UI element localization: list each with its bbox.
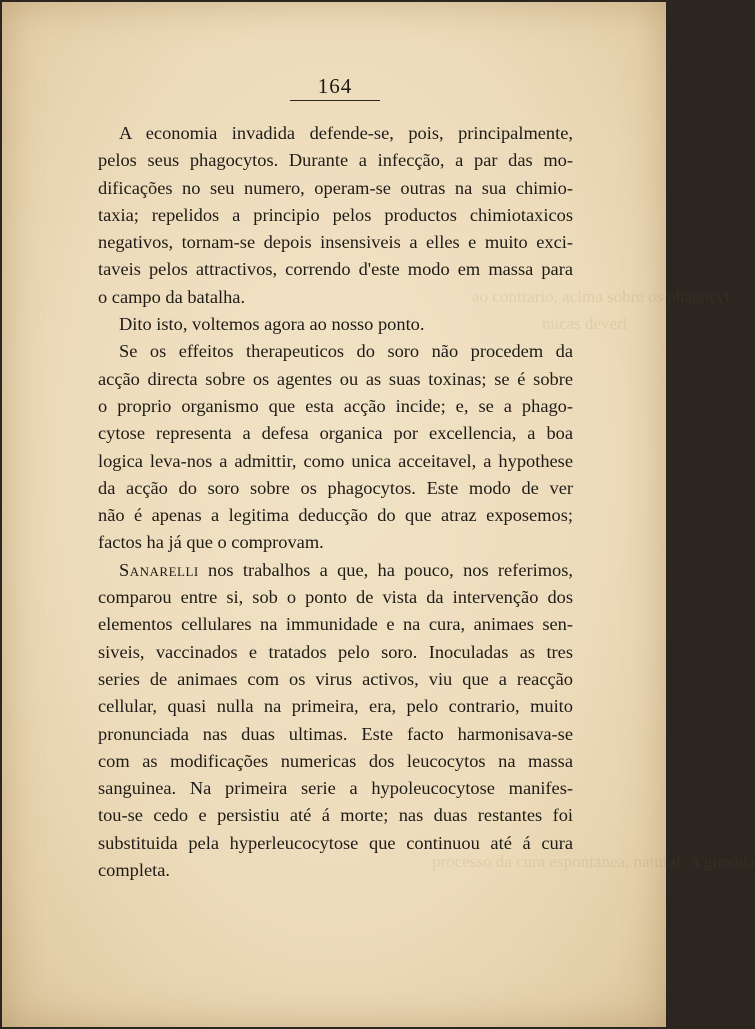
text-line: tou-se cedo e persistiu até á morte; nas duas restantes foi — [98, 805, 573, 826]
paragraph — [98, 338, 573, 556]
text-line: siveis, vaccinados e tratados pelo soro. Inoculadas as tres — [98, 641, 573, 662]
text-line: elementos cellulares na immunidade e na cura, animaes sen- — [98, 614, 573, 635]
paragraph — [98, 120, 573, 311]
text-line: factos ha já que o comprovam. — [98, 532, 324, 553]
text-line: da acção do soro sobre os phagocytos. Este modo de ver — [98, 477, 573, 498]
text-line: cytose representa a defesa organica por excellencia, a boa — [98, 423, 573, 444]
text-fragment: nos trabalhos a que, ha pouco, nos referimos, — [198, 559, 573, 580]
text-line: completa. — [98, 860, 171, 881]
text-line: pronunciada nas duas ultimas. Este facto harmonisava-se — [98, 723, 573, 744]
text-line: negativos, tornam-se depois insensiveis a elles e muito exci- — [98, 232, 573, 253]
header-rule — [290, 100, 380, 101]
text-line: sanguinea. Na primeira serie a hypoleucocytose manifes- — [98, 778, 573, 799]
text-line: pelos seus phagocytos. Durante a infecção, a par das mo- — [98, 150, 573, 171]
bleed-through-text: processo da cura espontanea, natural. A gravida — [432, 852, 755, 871]
text-line: acção directa sobre os agentes ou as suas toxinas; se é sobre — [98, 368, 573, 389]
text-line: series de animaes com os virus activos, viu que a reacção — [98, 668, 573, 689]
author-name: Sanarelli — [119, 559, 199, 580]
paragraph — [98, 311, 573, 338]
text-line: com as modificações numericas dos leucocytos na massa — [98, 750, 573, 771]
paragraph — [98, 557, 573, 885]
text-line: substituida pela hyperleucocytose que continuou até á cura — [98, 832, 573, 853]
text-line: Se os effeitos therapeuticos do soro não procedem da — [119, 341, 573, 362]
text-line: logica leva-nos a admittir, como unica acceitavel, a hypothese — [98, 450, 573, 471]
text-line: dificações no seu numero, operam-se outras na sua chimio- — [98, 177, 573, 198]
text-line — [98, 557, 573, 584]
page-number: 164 — [317, 74, 353, 98]
text-line: taveis pelos attractivos, correndo d'este modo em massa para — [98, 259, 573, 280]
text-line: taxia; repelidos a principio pelos productos chimiotaxicos — [98, 204, 573, 225]
text-line: A economia invadida defende-se, pois, principalmente, — [119, 123, 573, 143]
book-page — [2, 2, 755, 1027]
body-text — [98, 120, 573, 884]
bleed-through-text: ao contrario, acima sobre os phagocyt — [472, 287, 730, 306]
text-line: o proprio organismo que esta acção incide; e, se a phago- — [98, 395, 573, 416]
text-line: não é apenas a legitima deducção do que atraz exposemos; — [98, 505, 573, 526]
text-line: cellular, quasi nulla na primeira, era, pelo contrario, muito — [98, 696, 573, 717]
bleed-through-text: nucas deveri — [542, 314, 628, 333]
text-line: o campo da batalha. — [98, 286, 246, 307]
text-line: comparou entre si, sob o ponto de vista da intervenção dos — [98, 587, 573, 608]
text-line: Dito isto, voltemos agora ao nosso ponto. — [119, 314, 425, 335]
